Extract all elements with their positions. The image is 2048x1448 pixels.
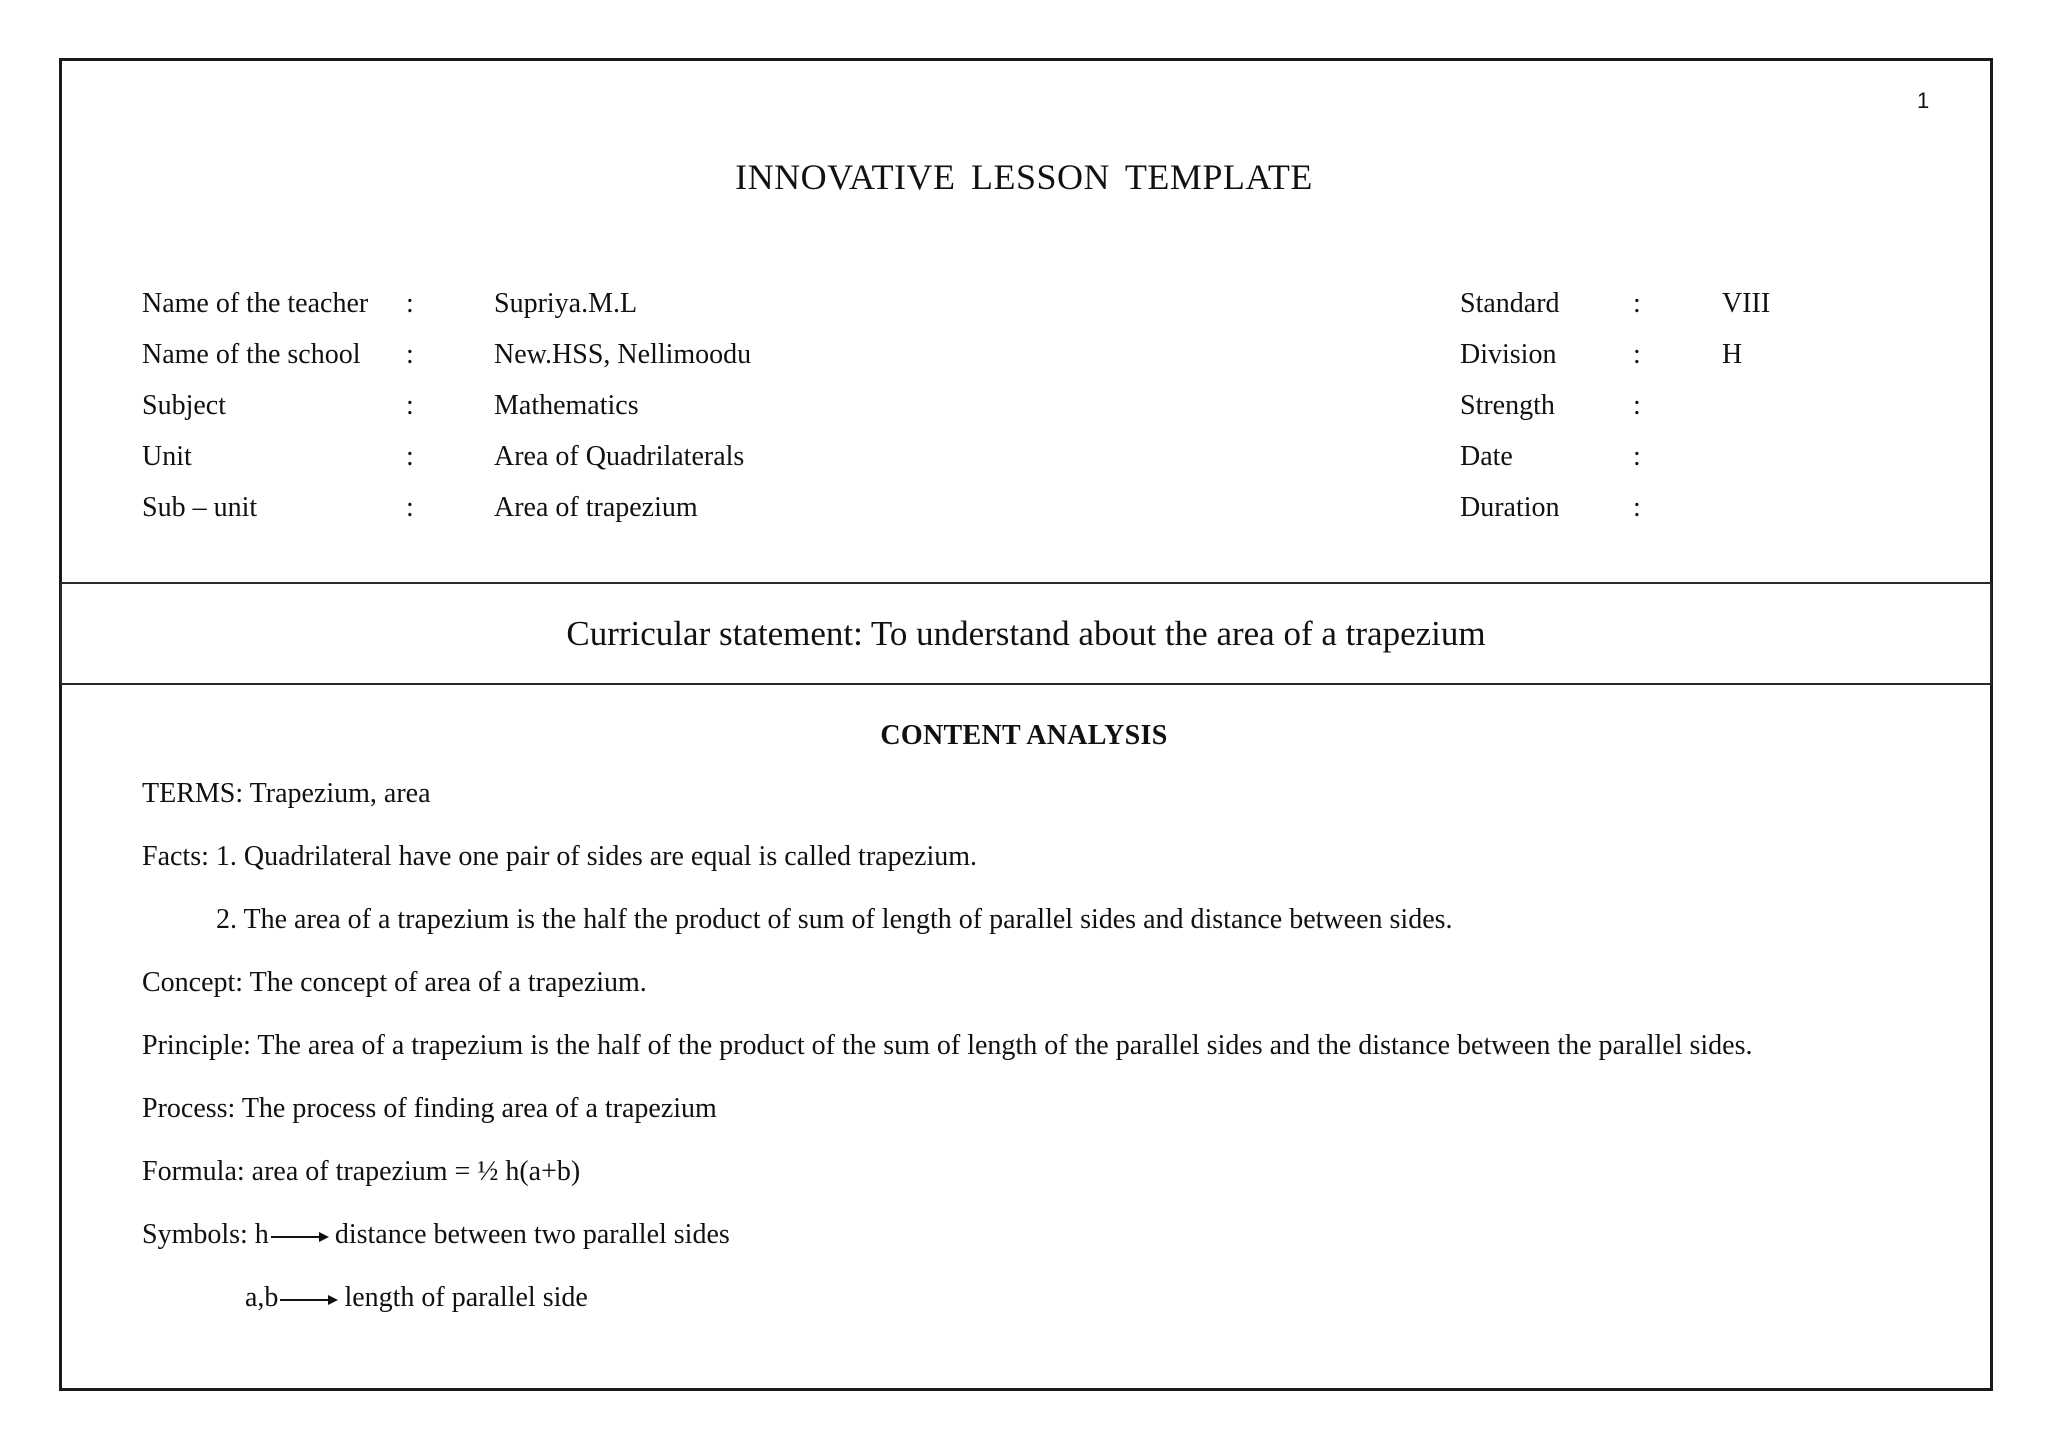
terms-line: TERMS: Trapezium, area <box>142 778 431 809</box>
content-analysis-heading: CONTENT ANALYSIS <box>880 720 1168 751</box>
info-row-standard <box>1460 278 1960 329</box>
info-value: New.HSS, Nellimoodu <box>494 339 752 370</box>
symbols-ab-line <box>245 1282 588 1314</box>
symbol-ab-description: length of parallel side <box>344 1282 588 1313</box>
info-label: Date <box>1460 441 1513 472</box>
info-label: Unit <box>142 441 192 472</box>
info-colon: : <box>406 390 414 421</box>
info-label: Name of the teacher <box>142 288 369 319</box>
process-line: Process: The process of finding area of a trapezium <box>142 1093 717 1124</box>
info-row-division <box>1460 329 1960 380</box>
class-info-table <box>1460 278 1960 533</box>
info-row-teacher <box>142 278 1042 329</box>
info-colon: : <box>1633 288 1641 319</box>
info-label: Subject <box>142 390 226 421</box>
info-row-unit <box>142 431 1042 482</box>
info-row-school <box>142 329 1042 380</box>
info-row-strength <box>1460 380 1960 431</box>
info-label: Division <box>1460 339 1557 370</box>
info-colon: : <box>406 441 414 472</box>
info-label: Sub – unit <box>142 492 258 523</box>
info-colon: : <box>1633 390 1641 421</box>
curricular-statement: Curricular statement: To understand about the area of a trapezium <box>566 614 1486 653</box>
info-value: VIII <box>1722 288 1771 319</box>
info-value: Area of trapezium <box>494 492 698 523</box>
info-colon: : <box>406 339 414 370</box>
info-value: Area of Quadrilaterals <box>494 441 745 472</box>
info-label: Standard <box>1460 288 1560 319</box>
symbol-h-description: distance between two parallel sides <box>334 1219 730 1250</box>
info-value: Supriya.M.L <box>494 288 638 319</box>
info-colon: : <box>1633 339 1641 370</box>
info-row-duration <box>1460 482 1960 533</box>
info-colon: : <box>406 288 414 319</box>
concept-line: Concept: The concept of area of a trapezium. <box>142 967 647 998</box>
document-title: INNOVATIVE LESSON TEMPLATE <box>735 157 1313 197</box>
info-row-subject <box>142 380 1042 431</box>
symbol-ab: a,b <box>245 1282 279 1313</box>
info-row-date <box>1460 431 1960 482</box>
info-label: Duration <box>1460 492 1560 523</box>
right-arrow-icon <box>280 1292 338 1308</box>
principle-line: Principle: The area of a trapezium is the half of the product of the sum of length of the parallel sides and the distance between the parallel sides. <box>142 1030 1753 1061</box>
fact-2-line: 2. The area of a trapezium is the half the product of sum of length of parallel sides and distance between sides. <box>216 904 1453 935</box>
fact-1-line: Facts: 1. Quadrilateral have one pair of sides are equal is called trapezium. <box>142 841 977 872</box>
right-arrow-icon <box>271 1229 329 1245</box>
info-value: H <box>1722 339 1743 370</box>
symbols-h-line <box>142 1219 730 1251</box>
curricular-statement-box <box>60 582 1992 685</box>
teacher-info-table <box>142 278 1042 533</box>
formula-line: Formula: area of trapezium = ½ h(a+b) <box>142 1156 581 1187</box>
info-colon: : <box>1633 441 1641 472</box>
info-label: Strength <box>1460 390 1555 421</box>
info-label: Name of the school <box>142 339 361 370</box>
symbols-label: Symbols: h <box>142 1219 269 1250</box>
info-value: Mathematics <box>494 390 639 421</box>
info-row-sub-unit <box>142 482 1042 533</box>
page-number: 1 <box>1917 88 1930 113</box>
info-colon: : <box>406 492 414 523</box>
info-colon: : <box>1633 492 1641 523</box>
